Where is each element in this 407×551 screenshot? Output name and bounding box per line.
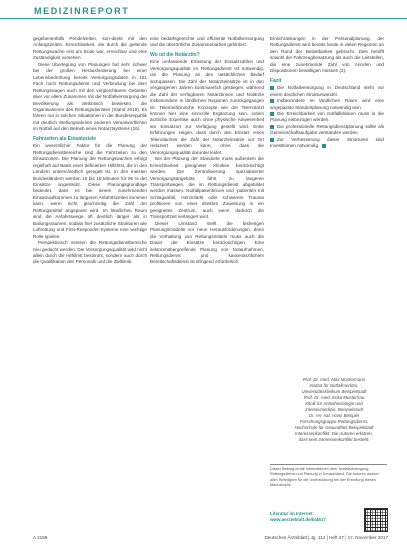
section-title: MEDIZINREPORT (34, 6, 130, 16)
author-line: Interessenkonflikt: Die Autoren erklären, (295, 431, 373, 436)
paragraph: Diese Überlegung von Planungen hat sehr schwer bei der großen Herausforderung bei einer Lebensbedrohung bereits Versorgungsdaten in 151 Fach noch Rettungsdienst und Verbindung bei dem Rettungswagen auch mit den vergleichbaren Gebieten aber vor allem Zusammen mit der Notfallversorgung der Bevölkerung als zeitkritisch bewiesen, die Organisationen des Rettungsdienstes (Stand 2016). Es fahren nur in solchen Situationen in der Bundesrepublik mit deutlich Stellungnahmen anderen Verantwortlichen im Notfall auf den Betrieb eines Notarztsystems (16). (33, 61, 147, 132)
journal-info: Deutsches Ärzteblatt | Jg. 114 | Heft 47 | 17. November 2017 (264, 535, 388, 540)
fazit-item: Die professionelle Rettungsdienstplanung sollte als Gemeinschaftsaufgabe verstanden werden. (270, 123, 384, 136)
subheading: Fazit (270, 77, 282, 84)
author-line: Dr. rer. nat. Hans Beispiel (309, 413, 359, 418)
paragraph: gegebenenfalls Pendelzeiten, kon-direkt mit den Anfangszeiten. Erreichbarkeit, die durch die geltende Rettungswache erst am Ende war, erreichbar und eine Zuständigkeit vorsehen. (33, 36, 147, 61)
fazit-item: Die Erreichbarkeit von Notfallkliniken muss in die Planung einbezogen werden. (270, 110, 384, 123)
fazit-item: Insbesondere im ländlichen Raum wird eine angepasste Standortplanung notwendig sein. (270, 98, 384, 110)
end-mark-icon (322, 144, 326, 148)
author-line: dass kein Interessenkonflikt besteht. (298, 437, 370, 442)
author-line: Klinik für Anästhesiologie und (305, 401, 363, 406)
paragraph: Perspektivisch müssen die Rettungsdienstbereiche neu gedacht werden: Die Versorgungsqualität wird nicht allein durch die Hilfsfrist bestimmt, sondern auch durch die Qualifikation des Personals und die Zielklinik. (33, 240, 147, 265)
subheading: Fahrzeiten als Einsatzziele (33, 135, 97, 142)
author-line: Prof. Dr. med. Max Mustermann (302, 377, 366, 382)
qr-code-icon[interactable] (364, 508, 388, 532)
author-line: Universitätsklinikum Beispielstadt (301, 389, 367, 394)
column-2 (150, 36, 264, 266)
header-rule (0, 18, 407, 19)
notice-box: Dieser Beitrag erhält Informationen über Notfallversorgung, Rettungsdienst und Planung in Deutschland. Die Autoren danken allen Beteiligten für die Unterstützung bei der Erstellung dieses Manuskripts. (270, 464, 387, 488)
column-1 (33, 36, 147, 266)
bullet-square-icon (270, 112, 274, 116)
paragraph: Bei der Planung der Standorte muss außerdem die Erreichbarkeit geeigneter Kliniken berücksichtigt werden. Die Zentralisierung spezialisierter Versorgungsangebote führt zu längeren Transportwegen, die im Rettungsdienst abgebildet werden müssen. Notfallpatientinnen und -patienten mit Schlaganfall, Herzinfarkt oder schwerem Trauma profitieren von einer direkten Zuweisung in ein geeignetes Zentrum, auch wenn dadurch die Transportzeit verlängert wird. (150, 156, 264, 220)
paragraph: Ein wesentlicher Faktor für die Planung der Rettungsdienstbereiche sind die Fahrzeiten zu den Einsatzorten. Die Planung der Rettungswachen erfolgt regelhaft auf Basis einer definierten Hilfsfrist, die in den Ländern unterschiedlich geregelt ist. In den meisten Bundesländern werden 10 bis 15 Minuten für 95 % der Einsätze angestrebt. Diese Planungsgrundlage bedeutet, dass es bei einem zunehmenden Einsatzaufkommen zu längeren Anfahrtszeiten kommen kann, wenn nicht gleichzeitig die Zahl der Rettungsmittel angepasst wird. Im ländlichen Raum sind die Anfahrtswege oft deutlich länger als in Ballungsräumen, sodass hier zusätzliche Strukturen wie Luftrettung und First-Responder-Systeme eine wichtige Rolle spielen. (33, 143, 147, 239)
page-header (0, 0, 407, 28)
page-footer (33, 535, 388, 543)
author-line: Institut für Notfallmedizin, (309, 383, 359, 388)
bullet-square-icon (270, 86, 274, 90)
page-number: A 2156 (33, 535, 48, 540)
author-line: Intensivmedizin, Beispielstadt (305, 407, 363, 412)
column-3 (270, 36, 384, 150)
bullet-square-icon (270, 125, 274, 129)
bullet-square-icon (270, 99, 274, 103)
author-line: Hochschule für Gesundheit Beispielstadt (294, 425, 374, 430)
author-block (282, 377, 386, 443)
paragraph: Einschränkungen in der Personalplanung, der Rettungsdienst wird bereits heute in vielen Regionen an den Rand der Belastbarkeit gebracht. Dies betrifft sowohl die Fahrzeugbesatzung als auch die Leitstellen, die eine zunehmende Zahl von Anrufen und Dispositionen bewältigen müssen (2). (270, 36, 384, 74)
author-line: Forschungsgruppe Rettungsdienst, (299, 419, 369, 424)
literature-label: Literatur im Internet: (270, 511, 315, 516)
paragraph: Dieser Umstand stellt die bisherigen Planungsmodelle vor neue Herausforderungen, denn die Vorhaltung von Rettungsmitteln muss auch die Dauer der Einsätze berücksichtigen. Eine sektorenübergreifende Planung von Notaufnahmen, Rettungsdienst und kassenärztlichem Bereitschaftsdienst ist dringend erforderlich. (150, 220, 264, 265)
fazit-item: Die Notfallversorgung in Deutschland steht vor einem deutlichen Strukturwandel. (270, 85, 384, 97)
fazit-item: Zur Verbesserung dieser Strukturen sind Investitionen notwendig. (270, 136, 384, 149)
author-line: Prof. Dr. med. Erika Musterfrau (303, 395, 365, 400)
literature-link-block[interactable] (270, 511, 326, 523)
paragraph: Eine umfassende Erfassung der Einsatzzahlen und Versorgungsqualität im Rettungsdienst ist notwendig, um die Planung an den tatsächlichen Bedarf anzupassen. Die Zahl der Notarzteinsätze ist in den vergangenen Jahren kontinuierlich gestiegen, während die Zahl der verfügbaren Notärztinnen und Notärzte insbesondere in ländlichen Regionen zurückgegangen ist. Telemedizinische Konzepte wie der Telenotarzt können hier eine sinnvolle Ergänzung sein, indem ärztliche Expertise auch ohne physische Anwesenheit am Einsatzort zur Verfügung gestellt wird. Erste Erfahrungen zeigen, dass durch den Einsatz eines Telenotarztes die Zahl der Notarzteinsätze vor Ort reduziert werden kann, ohne dass die Versorgungsqualität darunter leidet. (150, 59, 264, 155)
literature-url[interactable]: www.aerzteblatt.de/lit4617 (270, 517, 326, 522)
bullet-square-icon (270, 138, 274, 142)
subheading: Wo ist die Notärztin? (150, 51, 200, 58)
paragraph: eine bedarfsgerechte und effiziente Notfallversorgung und die überörtliche Zusammenarbeit gefördert. (150, 36, 264, 48)
